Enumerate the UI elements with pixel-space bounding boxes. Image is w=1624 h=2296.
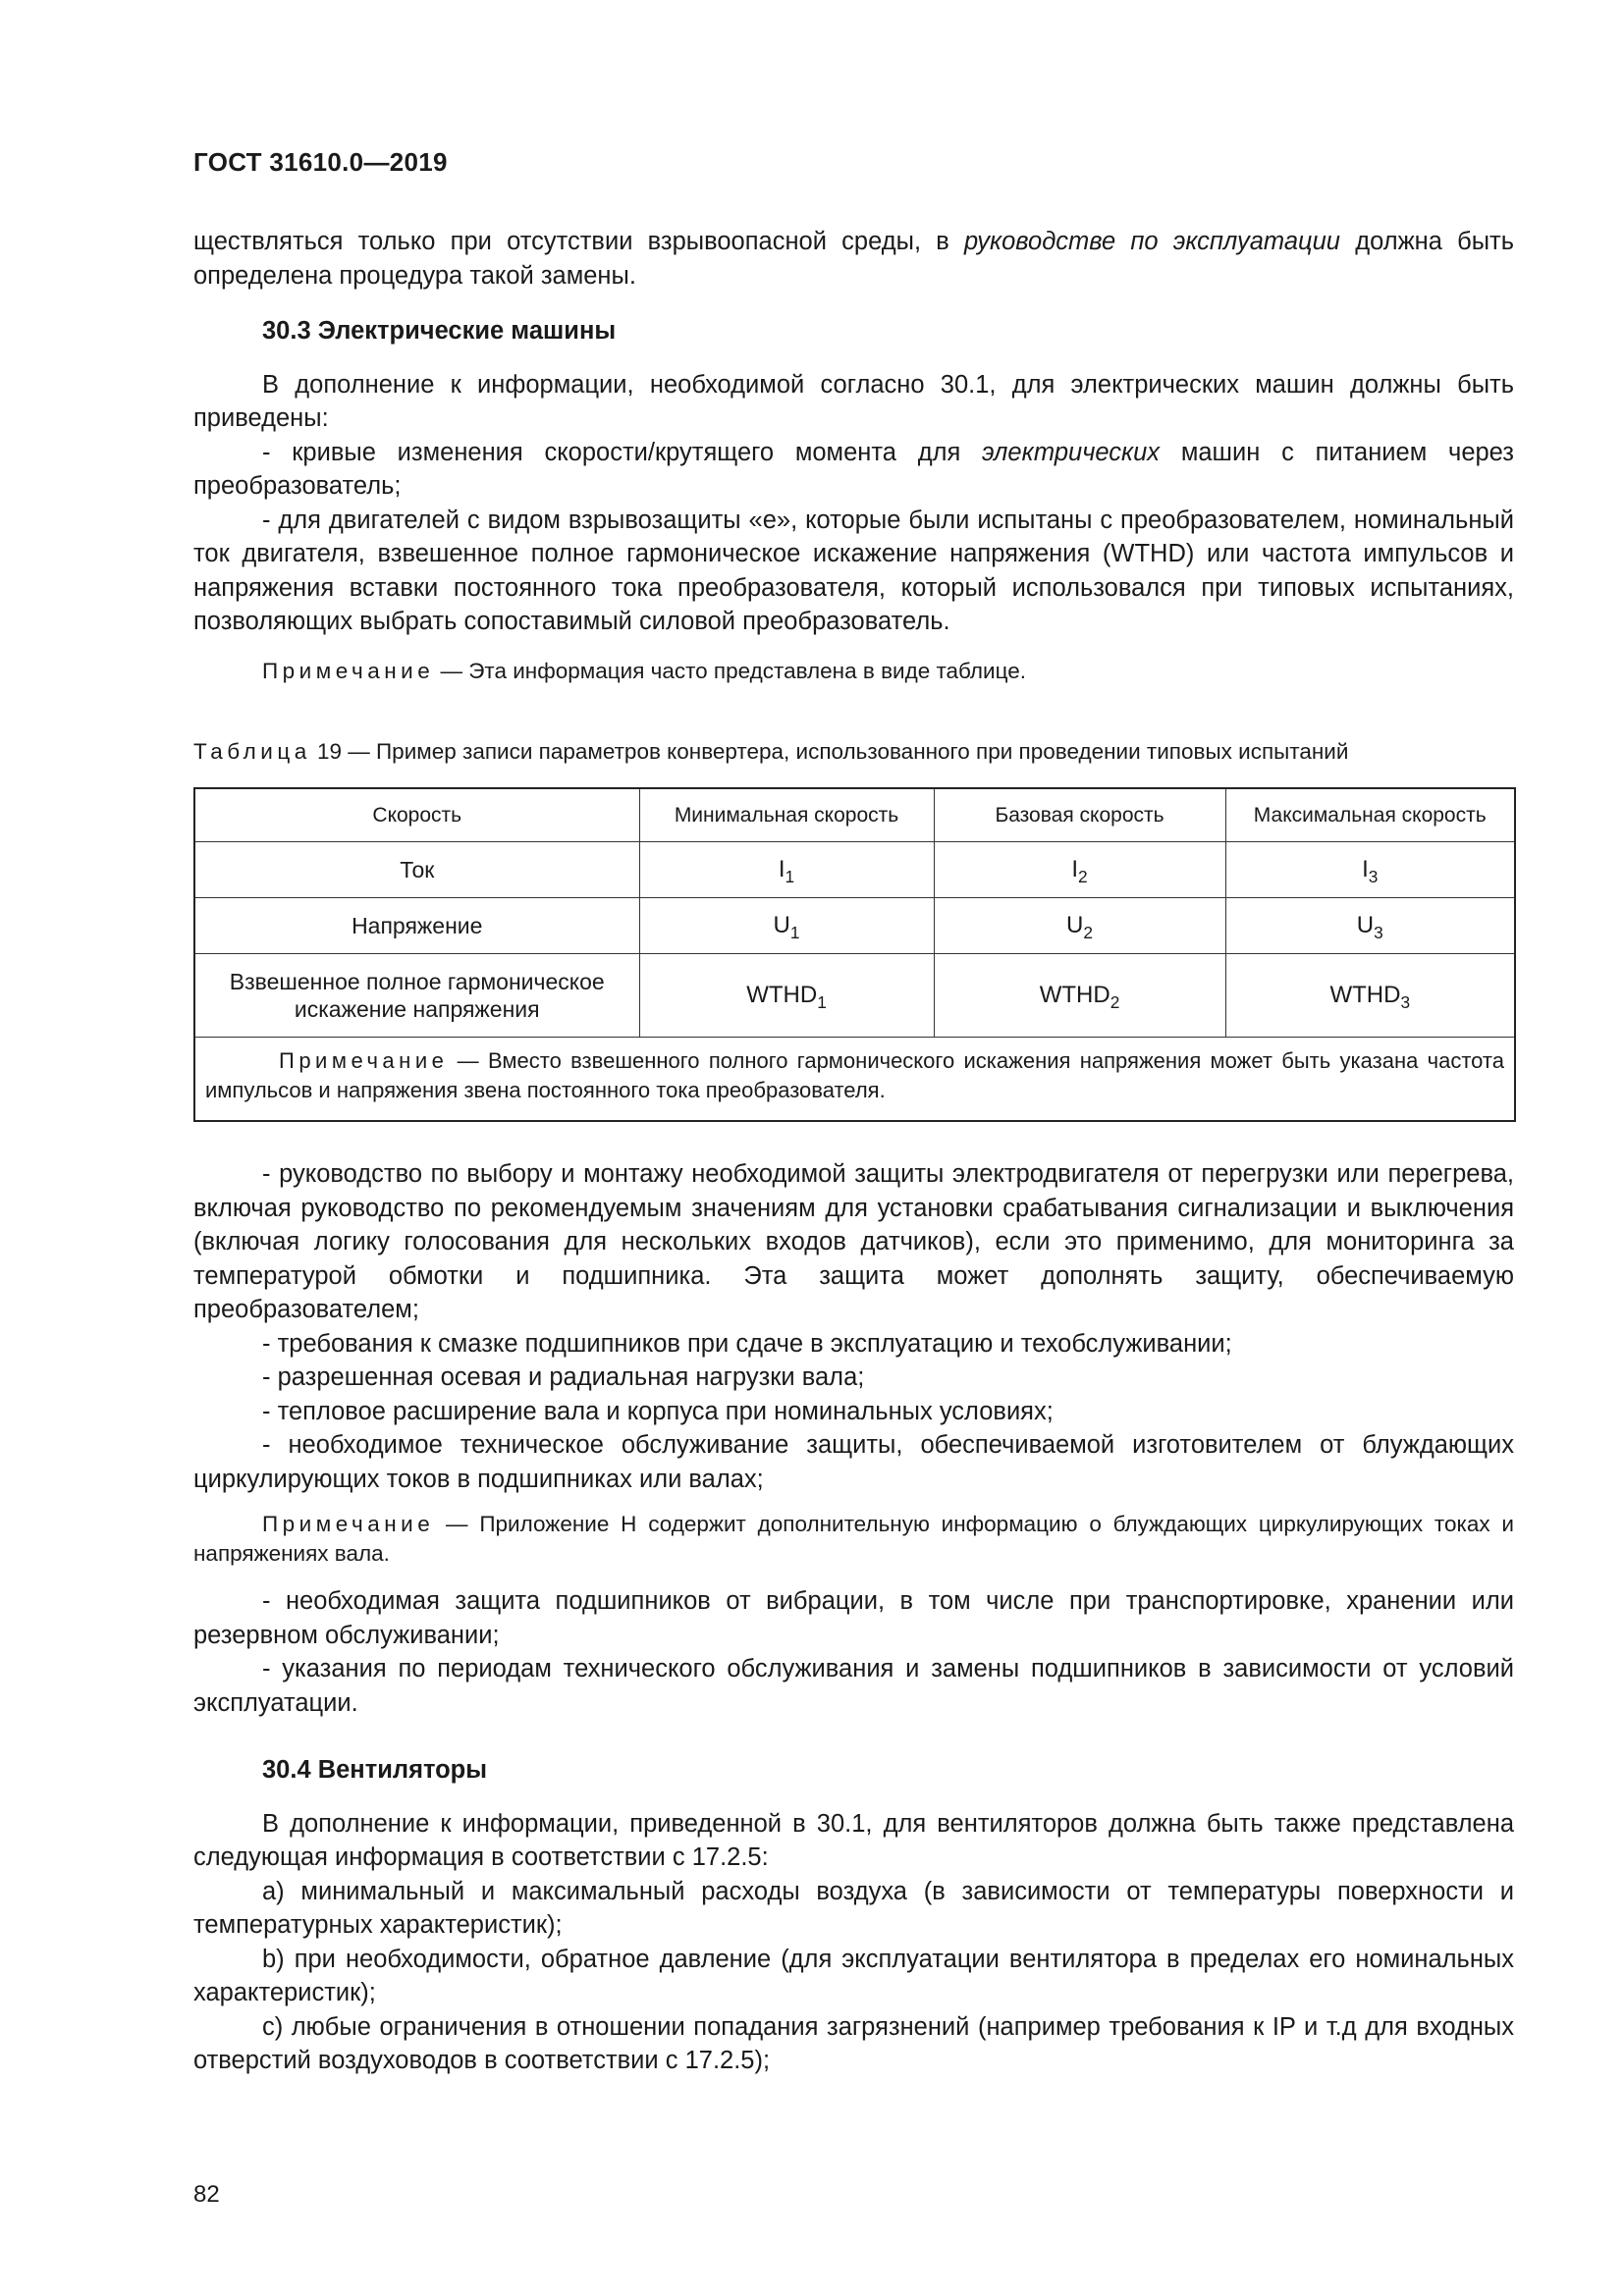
cell-subscript: 2 [1110,992,1120,1013]
after-table-note [193,1510,1514,1569]
list-item: - необходимая защита подшипников от вибрации, в том числе при транспортировке, хранении или резервном обслуживании; [193,1587,1514,1649]
table-row-wthd [194,954,1515,1038]
table-cell [639,898,934,954]
table-cell [639,954,934,1038]
cell-subscript: 2 [1078,867,1088,887]
list-item: - требования к смазке подшипников при сдаче в эксплуатацию и техобслуживании; [262,1329,1232,1358]
list-item: - руководство по выбору и монтажу необходимой защиты электродвигателя от перегрузки или перегрева, включая руководство по рекомендуемым значениям для установки срабатывания сигнализации и выключения (включая логику голосования для нескольких входов датчиков), если это применимо, для мониторинга за температурой обмотки и подшипника. Эта защита может дополнять защиту, обеспечиваемую преобразователем; [193,1160,1514,1323]
cell-symbol: WTHD [746,982,818,1008]
list-item: b) при необходимости, обратное давление (для эксплуатации вентилятора в пределах его номинальных характеристик); [193,1945,1514,2006]
cell-subscript: 2 [1083,923,1093,943]
table-header-cell: Минимальная скорость [639,788,934,842]
list-item: c) любые ограничения в отношении попадания загрязнений (например требования к IP и т.д для входных отверстий воздуховодов в соответствии с 17.2.5); [193,2012,1514,2074]
table-row-label: Напряжение [194,898,639,954]
table-row-label: Ток [194,842,639,898]
table-header-cell: Максимальная скорость [1225,788,1515,842]
cell-subscript: 3 [1374,923,1383,943]
intro-text-2: должна быть определена процедура такой замены. [193,228,1514,290]
cell-subscript: 1 [785,867,795,887]
cell-subscript: 3 [1368,867,1379,887]
section-30-3-title: 30.3 Электрические машины [262,317,617,345]
note-label: Примечание [262,658,435,683]
table-note-row [194,1038,1515,1122]
section-30-4 [193,1753,1514,2078]
cell-symbol: U [1066,912,1084,938]
table-caption-label: Таблица [193,739,311,764]
cell-symbol: WTHD [1329,982,1401,1008]
table-19-caption [193,737,1514,767]
table-note [194,1038,1515,1122]
table-note-label: Примечание [279,1048,449,1073]
cell-symbol: I [778,856,785,882]
intro-paragraph [193,225,1514,293]
table-19 [193,787,1516,1122]
table-row-label: Взвешенное полное гармоническое искажение напряжения [194,954,639,1038]
table-note-text: — Вместо взвешенного полного гармонического искажения напряжения может быть указана частота импульсов и напряжения звена постоянного тока преобразователя. [205,1048,1504,1102]
section-30-4-lead: В дополнение к информации, приведенной в 30.1, для вентиляторов должна быть также представлена следующая информация в соответствии с 17.2.5: [193,1809,1514,1871]
section-30-3-item-1 [193,436,1514,504]
list-item: a) минимальный и максимальный расходы воздуха (в зависимости от температуры поверхности и температурных характеристик); [193,1877,1514,1939]
table-header-cell: Базовая скорость [934,788,1225,842]
list-item: - тепловое расширение вала и корпуса при номинальных условиях; [262,1397,1054,1425]
page-number: 82 [193,2181,220,2208]
cell-symbol: I [1362,856,1369,882]
section-30-4-title: 30.4 Вентиляторы [262,1756,488,1784]
note-text: — Приложение H содержит дополнительную информацию о блуждающих циркулирующих токах и напряжениях вала. [193,1512,1514,1566]
table-caption-text: 19 — Пример записи параметров конвертера, использованного при проведении типовых испытаний [310,739,1349,764]
intro-block [193,225,1514,293]
intro-text-1: ществляться только при отсутствии взрывоопасной среды, в [193,228,964,255]
cell-symbol: U [1356,912,1375,938]
section-30-3 [193,314,1514,686]
list-item: - указания по периодам технического обслуживания и замены подшипников в зависимости от условий эксплуатации. [193,1655,1514,1717]
table-cell [934,842,1225,898]
note-text: — Эта информация часто представлена в виде таблице. [434,658,1027,683]
list-item: - необходимое техническое обслуживание защиты, обеспечиваемой изготовителем от блуждающих циркулирующих токов в подшипниках или валах; [193,1431,1514,1493]
item1-text-a: - кривые изменения скорости/крутящего момента для [262,438,983,466]
cell-symbol: I [1071,856,1079,882]
table-header-row [194,788,1515,842]
cell-symbol: U [773,912,790,938]
table-cell [934,954,1225,1038]
document-header-code: ГОСТ 31610.0—2019 [193,147,448,177]
item1-text-b: машин с питанием через преобразователь; [193,438,1514,500]
cell-subscript: 1 [789,923,800,943]
intro-italic: руководстве по эксплуатации [963,228,1340,255]
table-cell [1225,842,1515,898]
after-table-block [193,1157,1514,1720]
cell-subscript: 3 [1400,992,1411,1013]
section-30-3-item-2: - для двигателей с видом взрывозащиты «е», которые были испытаны с преобразователем, номинальный ток двигателя, взвешенное полное гармоническое искажение напряжения (WTHD) или частота импульсов и напряжения вставки постоянного тока преобразователя, который использовался при типовых испытаниях, позволяющих выбрать сопоставимый силовой преобразователь. [193,506,1514,635]
table-row-voltage [194,898,1515,954]
cell-subscript: 1 [817,992,827,1013]
table-header-cell: Скорость [194,788,639,842]
item1-italic: электрических [982,438,1161,466]
table-cell [639,842,934,898]
section-30-3-lead: В дополнение к информации, необходимой согласно 30.1, для электрических машин должны быть приведены: [193,370,1514,432]
section-30-3-note [193,657,1514,686]
table-row-current [194,842,1515,898]
table-cell [1225,954,1515,1038]
table-cell [1225,898,1515,954]
cell-symbol: WTHD [1039,982,1110,1008]
table-cell [934,898,1225,954]
list-item: - разрешенная осевая и радиальная нагрузки вала; [262,1363,865,1391]
note-label: Примечание [262,1512,435,1536]
